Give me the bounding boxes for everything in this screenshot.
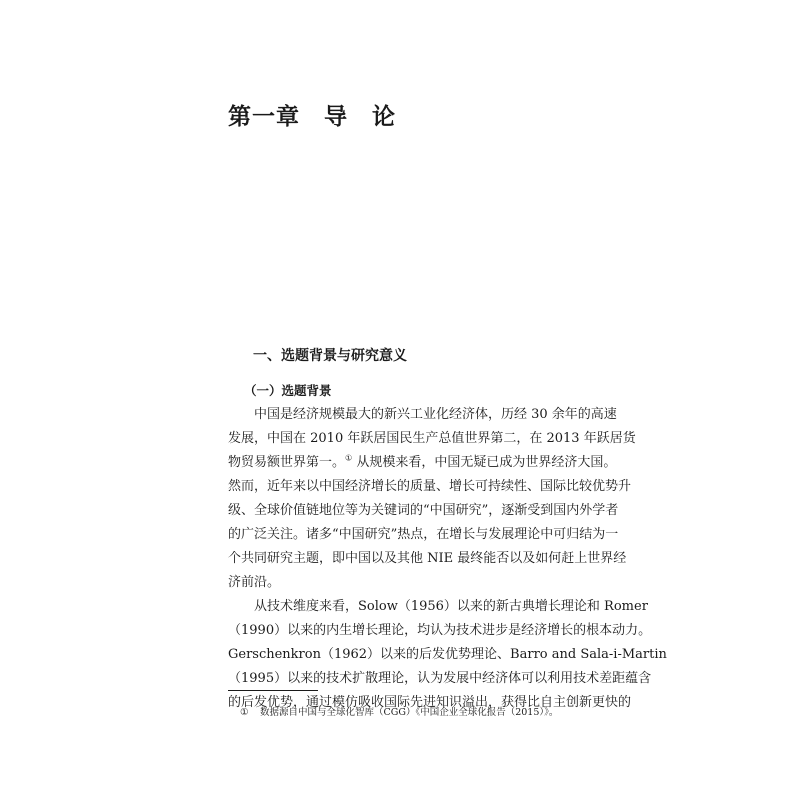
footnote-divider [228,690,318,691]
paragraph-line: （1990）以来的内生增长理论，均认为技术进步是经济增长的根本动力。 [228,623,652,638]
paragraph-line-text: 物贸易额世界第一。 [228,455,346,470]
footnote [240,704,558,718]
paragraph-line: 个共同研究主题，即中国以及其他 NIE 最终能否以及如何赶上世界经 [228,551,627,566]
paragraph-line: 中国是经济规模最大的新兴工业化经济体，历经 30 余年的高速 [254,407,617,422]
paragraph-line: （1995）以来的技术扩散理论，认为发展中经济体可以利用技术差距蕴含 [228,671,652,686]
subsection-heading: （一）选题背景 [244,383,332,398]
footnote-reference[interactable]: ① [345,453,353,463]
paragraph-1 [228,403,636,595]
paragraph-line: 然而，近年来以中国经济增长的质量、增长可持续性、国际比较优势升 [228,479,632,494]
paragraph-line: 发展，中国在 2010 年跃居国民生产总值世界第二，在 2013 年跃居货 [228,431,636,446]
chapter-title: 第一章 导 论 [228,104,396,130]
body-text [228,403,667,715]
section-heading: 一、选题背景与研究意义 [253,348,407,364]
paragraph-line: 的后发优势，通过模仿吸收国际先进知识溢出，获得比自主创新更快的 [228,695,632,710]
paragraph-line: 济前沿。 [228,575,281,590]
footnote-marker: ① [240,707,249,718]
paragraph-line [228,451,617,475]
paragraph-line: 级、全球价值链地位等为关键词的“中国研究”，逐渐受到国内外学者 [228,503,619,518]
paragraph-2 [228,595,667,715]
paragraph-line-text: 从规模来看，中国无疑已成为世界经济大国。 [356,455,617,470]
paragraph-line: Gerschenkron（1962）以来的后发优势理论、Barro and Sala-i-Martin [228,647,667,662]
paragraph-line: 的广泛关注。诸多“中国研究”热点，在增长与发展理论中可归结为一 [228,527,619,542]
paragraph-line: 从技术维度来看，Solow（1956）以来的新古典增长理论和 Romer [254,599,648,614]
footnote-text: 数据源自中国与全球化智库（CGG）《中国企业全球化报告（2015）》。 [260,707,559,718]
